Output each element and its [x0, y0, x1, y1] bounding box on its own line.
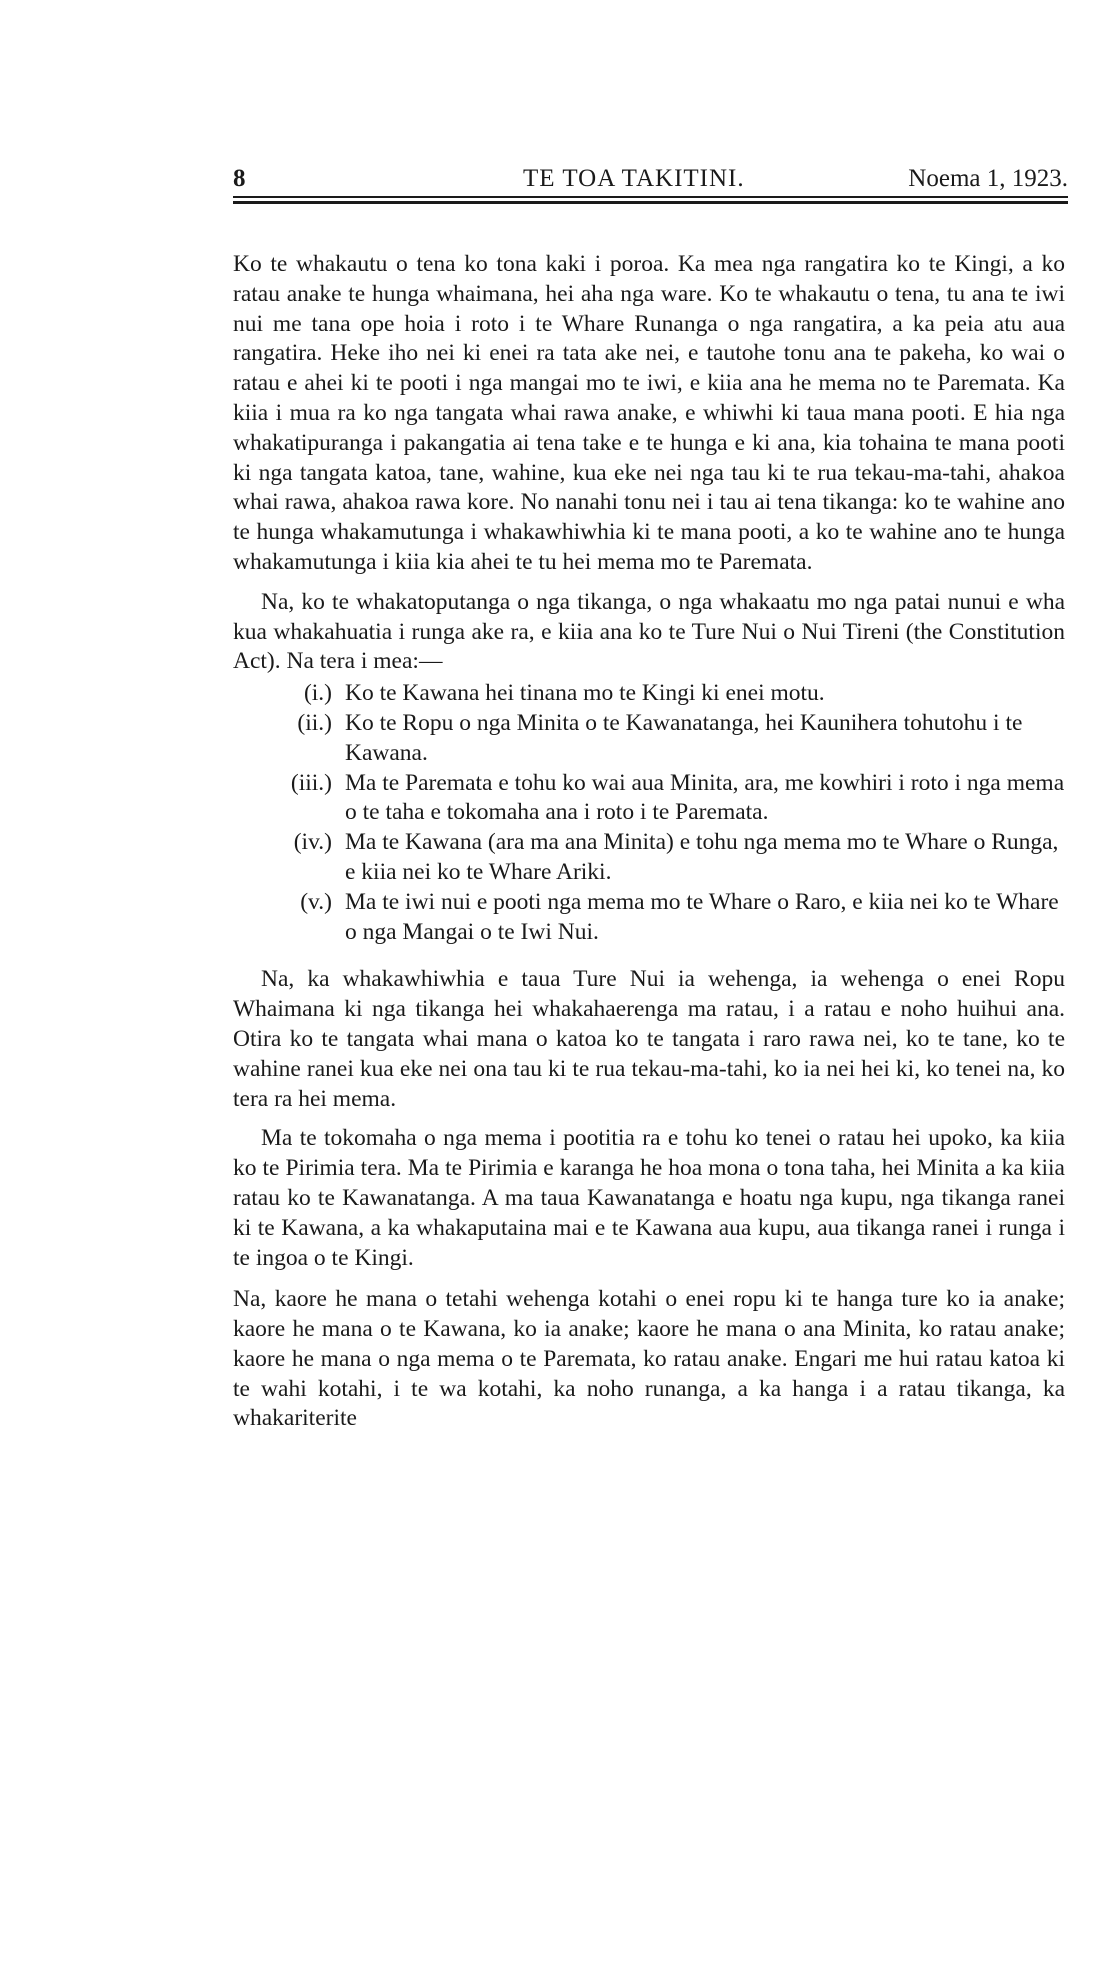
- page-number: 8: [233, 165, 246, 192]
- publication-title: TE TOA TAKITINI.: [523, 165, 745, 192]
- list-item: [233, 828, 1065, 888]
- header-rule-thin: [233, 196, 1068, 198]
- list-item-number: (iv.): [293, 829, 332, 856]
- list-item: [233, 709, 1065, 769]
- list-item: [233, 888, 1065, 948]
- issue-date: Noema 1, 1923.: [908, 165, 1068, 192]
- running-header: [233, 164, 1068, 194]
- list-item-text: Ko te Ropu o nga Minita o te Kawanatanga, hei Kaunihera tohutohu i te Kawana.: [345, 709, 1023, 766]
- list-item-number: (i.): [303, 680, 332, 707]
- paragraph-3: Na, ka whakawhiwhia e taua Ture Nui ia wehenga, ia wehenga o enei Ropu Whaimana ki nga tikanga hei whakahaerenga ma ratau, i a ratau e noho huihui ana. Otira ko te tangata whai mana o katoa ko te tangata i raro rawa nei, ko te tane, ko te wahine ranei kua eke nei ona tau ki te rua tekau-ma-tahi, ko ia nei hei ki, ko tenei na, ko tera ra hei mema.: [233, 966, 1065, 1112]
- list-item-number: (ii.): [297, 709, 332, 736]
- paragraph-2: Na, ko te whakatoputanga o nga tikanga, o nga whakaatu mo nga patai nunui e wha kua whakahuatia i runga ake ra, e kiia ana ko te Ture Nui o Nui Tireni (the Constitution Act). Na tera i mea:—: [233, 588, 1065, 675]
- list-item-number: (v.): [300, 888, 332, 915]
- header-rule-thick: [233, 201, 1068, 204]
- paragraph-4: Ma te tokomaha o nga mema i pootitia ra e tohu ko tenei o ratau hei upoko, ka kiia ko te Pirimia tera. Ma te Pirimia e karanga he hoa mona o tona taha, hei Minita a ka kiia ratau ko te Kawanatanga. A ma taua Kawanatanga e hoatu nga kupu, nga tikanga ranei ki te Kawana, a ka whakaputaina mai e te Kawana aua kupu, aua tikanga ranei i runga i te ingoa o te Kingi.: [233, 1125, 1065, 1271]
- article-body: [233, 250, 1065, 1434]
- list-item-text: Ko te Kawana hei tinana mo te Kingi ki enei motu.: [345, 680, 825, 707]
- list-item-text: Ma te Kawana (ara ma ana Minita) e tohu nga mema mo te Whare o Runga, e kiia nei ko te Whare Ariki.: [345, 829, 1059, 885]
- list-item-number: (iii.): [290, 769, 332, 796]
- list-item: [233, 769, 1065, 829]
- list-item: [233, 679, 1065, 709]
- paragraph-5: Na, kaore he mana o tetahi wehenga kotahi o enei ropu ki te hanga ture ko ia anake; kaore he mana o te Kawana, ko ia anake; kaore he mana o ana Minita, ko ratau anake; kaore he mana o nga mema o te Paremata, ko ratau anake. Engari me hui ratau katoa ki te wahi kotahi, i te wa kotahi, ka noho runanga, a ka hanga i a ratau tikanga, ka whakariterite: [233, 1286, 1065, 1432]
- list-item-text: Ma te iwi nui e pooti nga mema mo te Whare o Raro, e kiia nei ko te Whare o nga Mangai o te Iwi Nui.: [345, 888, 1059, 945]
- list-item-text: Ma te Paremata e tohu ko wai aua Minita, ara, me kowhiri i roto i nga mema o te taha e tokomaha ana i roto i te Paremata.: [345, 769, 1065, 826]
- enumerated-list: [233, 679, 1065, 947]
- paragraph-1: Ko te whakautu o tena ko tona kaki i poroa. Ka mea nga rangatira ko te Kingi, a ko ratau anake te hunga whaimana, hei aha nga ware. Ko te whakautu o tena, tu ana te iwi nui me tana ope hoia i roto i te Whare Runanga o nga rangatira, a ka peia atu aua rangatira. Heke iho nei ki enei ra tata ake nei, e tautohe tonu ana te pakeha, ko wai o ratau e ahei ki te pooti i nga mangai mo te iwi, e kiia ana he mema no te Paremata. Ka kiia i mua ra ko nga tangata whai rawa anake, e whiwhi ki taua mana pooti. E hia nga whakatipuranga i pakangatia ai tena take e te hunga e ki ana, kia tohaina te mana pooti ki nga tangata katoa, tane, wahine, kua eke nei nga tau ki te rua tekau-ma-tahi, ahakoa whai rawa, ahakoa rawa kore. No nanahi tonu nei i tau ai tena tikanga: ko te wahine ano te hunga whakamutunga i whakawhiwhia ki te mana pooti, a ko te wahine ano te hunga whakamutunga i kiia kia ahei te tu hei mema mo te Paremata.: [233, 251, 1065, 575]
